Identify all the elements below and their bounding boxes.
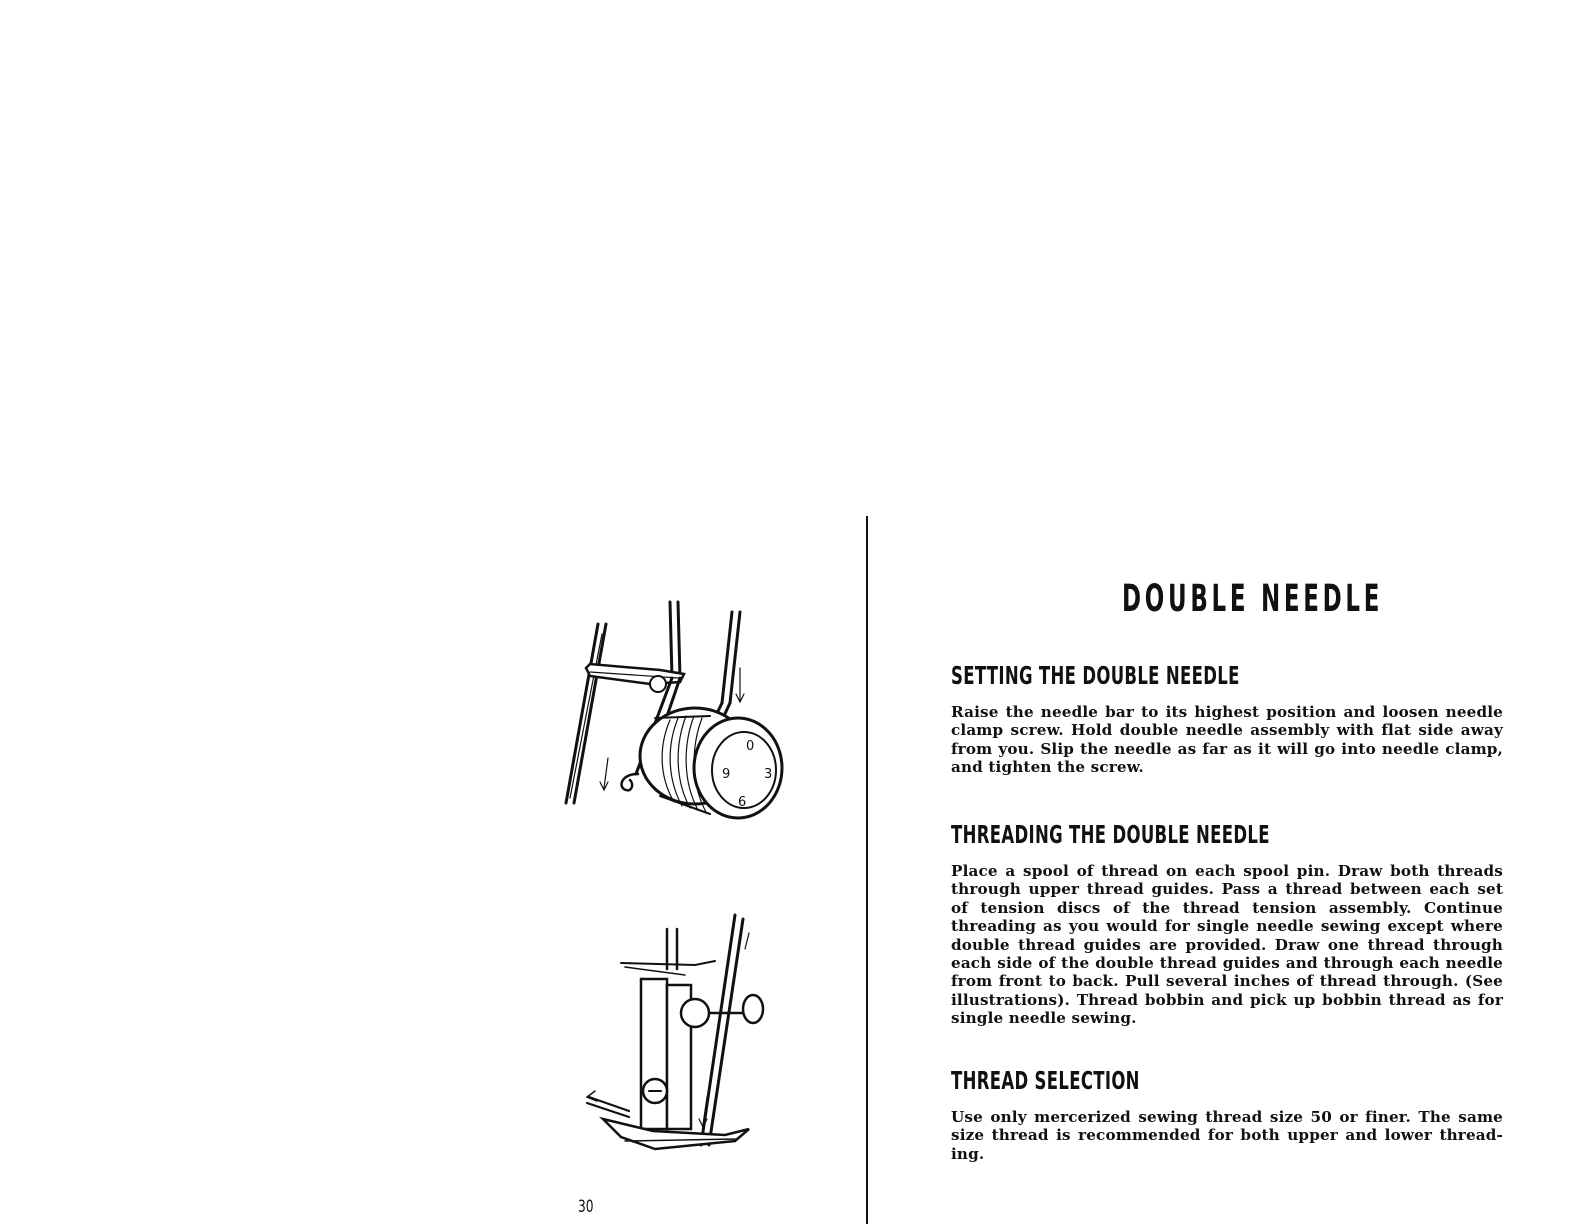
dial-number-9: 9 xyxy=(722,767,731,782)
dial-number-3: 3 xyxy=(764,767,773,782)
page-divider xyxy=(866,516,868,1224)
page-number: 30 xyxy=(578,1197,594,1217)
needle-presser-foot-illustration xyxy=(585,905,785,1160)
section-threading-double-needle xyxy=(951,820,1503,1028)
dial-number-6: 6 xyxy=(738,795,747,810)
section-heading: SETTING THE DOUBLE NEEDLE xyxy=(951,661,1240,690)
tension-assembly-illustration xyxy=(560,598,800,838)
section-body: Use only mercerized sewing thread size 50 or finer. The same size thread is recommended for both upper and lower thread-ing. xyxy=(951,1108,1503,1163)
dial-number-0: 0 xyxy=(746,739,755,754)
page-title: DOUBLE NEEDLE xyxy=(1122,577,1384,620)
section-thread-selection xyxy=(951,1066,1503,1163)
section-heading: THREAD SELECTION xyxy=(951,1066,1140,1095)
section-heading: THREADING THE DOUBLE NEEDLE xyxy=(951,820,1270,849)
section-setting-double-needle xyxy=(951,661,1503,777)
section-body: Place a spool of thread on each spool pin. Draw both threads through upper thread guides. Pass a thread between each set of tension discs of the thread tension assembly. Continue threading as you would for single needle sewing except where double thread guides are provided. Draw one thread through each side of the double thread guides and through each needle from front to back. Pull several inches of thread through. (See illustrations). Thread bobbin and pick up bobbin thread as for single needle sewing. xyxy=(951,862,1503,1028)
section-body: Raise the needle bar to its highest position and loosen needle clamp screw. Hold double needle assembly with flat side away from you. Slip the needle as far as it will go into needle clamp, and tighten the screw. xyxy=(951,703,1503,777)
